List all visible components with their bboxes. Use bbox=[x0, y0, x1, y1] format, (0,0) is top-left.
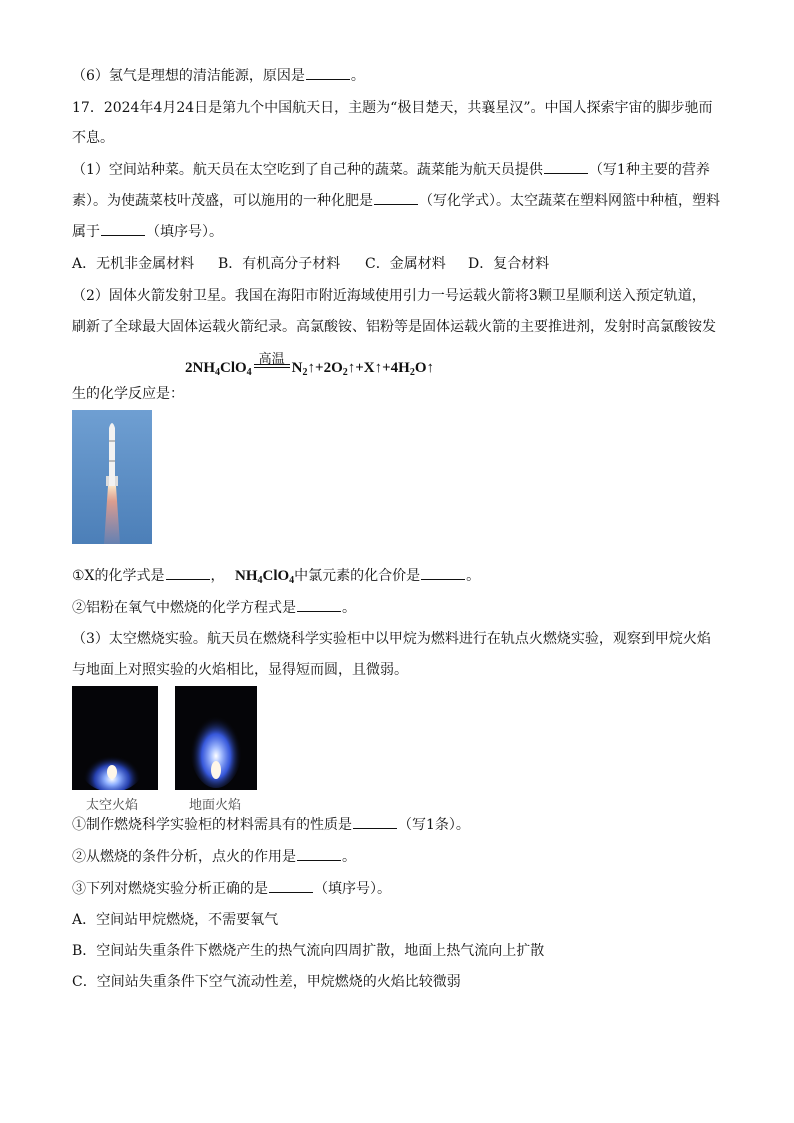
option-a: A．空间站甲烷燃烧，不需要氧气 bbox=[72, 912, 279, 928]
option-b: B．空间站失重条件下燃烧产生的热气流向四周扩散，地面上热气流向上扩散 bbox=[72, 943, 545, 959]
q17-part2-line3: 生的化学反应是： bbox=[72, 386, 184, 402]
space-flame-caption: 太空火焰 bbox=[86, 798, 139, 813]
answer-blank[interactable] bbox=[297, 848, 341, 861]
q17-intro: 17．2024年4月24日是第九个中国航天日，主题为“极目楚天，共襄星汉”。中国人探索宇宙的脚步驰而 bbox=[72, 100, 713, 116]
q17-part1-line3: 属于 （填序号）。 bbox=[72, 224, 223, 240]
q17-part3-line1: （3）太空燃烧实验。航天员在燃烧科学实验柜中以甲烷为燃料进行在轨点火燃烧实验，观察到甲烷火焰 bbox=[72, 631, 711, 647]
ground-flame-icon bbox=[175, 686, 257, 790]
q16-part6: （6）氢气是理想的清洁能源，原因是 。 bbox=[72, 68, 365, 84]
q17-part1-line1: （1）空间站种菜。航天员在太空吃到了自己种的蔬菜。蔬菜能为航天员提供 （写1种主要的营养 bbox=[72, 162, 710, 178]
answer-blank[interactable] bbox=[166, 567, 210, 580]
reaction-condition: 高温 bbox=[254, 364, 290, 372]
q17-part3-q2: ②从燃烧的条件分析，点火的作用是 。 bbox=[72, 849, 356, 865]
answer-blank[interactable] bbox=[297, 599, 341, 612]
answer-blank[interactable] bbox=[421, 567, 465, 580]
option-c: C．空间站失重条件下空气流动性差，甲烷燃烧的火焰比较微弱 bbox=[72, 974, 461, 990]
option-c: C．金属材料 bbox=[365, 256, 446, 272]
reaction-equation: $2NH_4ClO_4$ 高温 $N_2↑+2O_2↑+X↑+4H_2O↑$ bbox=[185, 351, 435, 378]
ground-flame-image bbox=[175, 686, 257, 790]
space-flame-icon bbox=[72, 686, 158, 790]
q17-part2-line2: 刷新了全球最大固体运载火箭纪录。高氯酸铵、铝粉等是固体运载火箭的主要推进剂，发射时高氯酸铵发 bbox=[72, 319, 716, 335]
q17-intro-cont: 不息。 bbox=[72, 130, 114, 146]
answer-blank[interactable] bbox=[374, 192, 418, 205]
answer-blank[interactable] bbox=[306, 67, 350, 80]
ground-flame-caption: 地面火焰 bbox=[189, 798, 242, 813]
q17-part2-line1: （2）固体火箭发射卫星。我国在海阳市附近海域使用引力一号运载火箭将3颗卫星顺利送入预定轨道， bbox=[72, 288, 706, 304]
ammonium-perchlorate-formula: $NH_4ClO_4$ bbox=[234, 568, 295, 586]
q17-part3-q3: ③下列对燃烧实验分析正确的是 （填序号）。 bbox=[72, 881, 391, 897]
q17-part3-line2: 与地面上对照实验的火焰相比，显得短而圆，且微弱。 bbox=[72, 662, 408, 678]
q17-part1-line2: 素）。为使蔬菜枝叶茂盛，可以施用的一种化肥是 （写化学式）。太空蔬菜在塑料网篮中种植，塑料 bbox=[72, 193, 720, 209]
answer-blank[interactable] bbox=[269, 880, 313, 893]
space-flame-image bbox=[72, 686, 158, 790]
answer-blank[interactable] bbox=[353, 816, 397, 829]
answer-blank[interactable] bbox=[101, 223, 145, 236]
rocket-launch-image bbox=[72, 410, 152, 544]
q17-part3-q1: ①制作燃烧科学实验柜的材料需具有的性质是 （写1条）。 bbox=[72, 817, 470, 833]
option-b: B．有机高分子材料 bbox=[218, 256, 341, 272]
rocket-icon bbox=[72, 410, 152, 544]
q17-part2-q2: ②铝粉在氧气中燃烧的化学方程式是 。 bbox=[72, 600, 356, 616]
q17-part2-q1: ①X的化学式是 ， $NH_4ClO_4$中氯元素的化合价是 。 bbox=[72, 568, 481, 586]
answer-blank[interactable] bbox=[544, 161, 588, 174]
option-d: D．复合材料 bbox=[468, 256, 550, 272]
option-a: A．无机非金属材料 bbox=[72, 256, 195, 272]
